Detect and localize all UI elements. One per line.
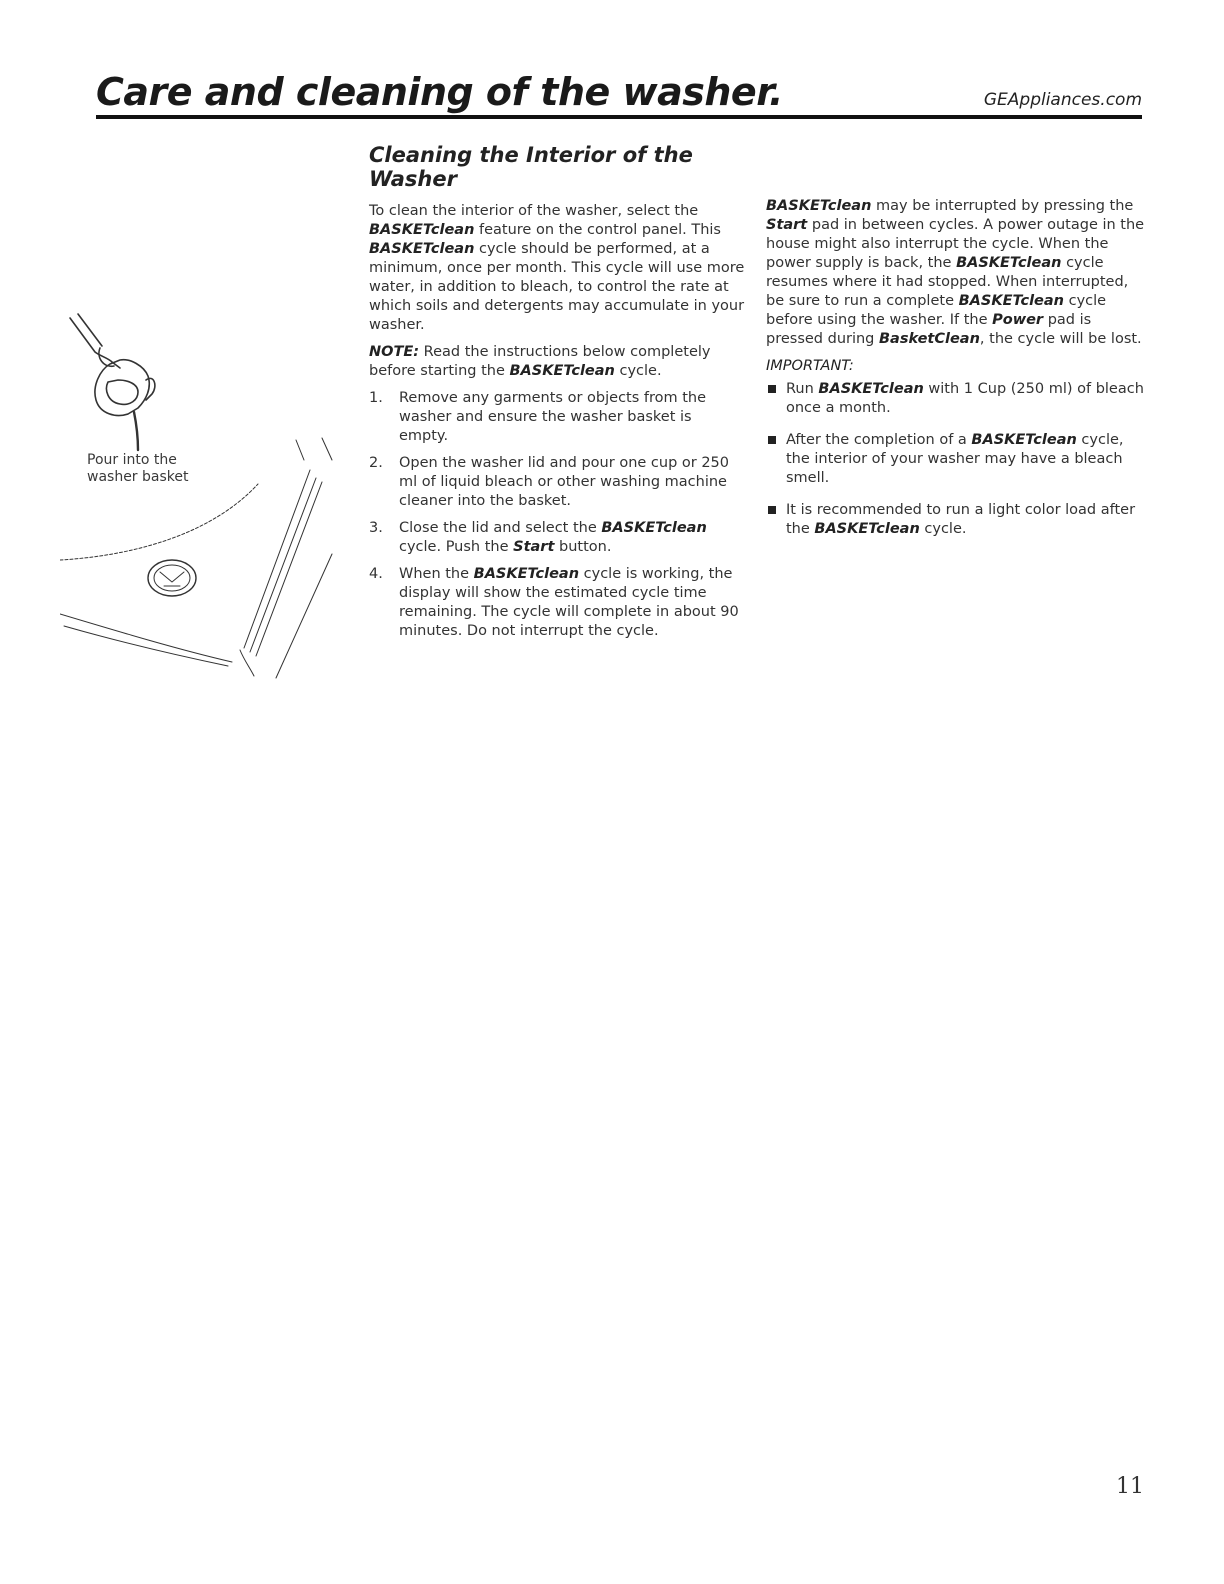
steps-list: [369, 389, 745, 641]
bullet-square-icon: [768, 436, 776, 444]
bullet-item: [766, 431, 1146, 488]
step-number: 1.: [369, 390, 383, 406]
note-paragraph: NOTE: Read the instructions below completely before starting the BASKETclean cycle.: [369, 344, 711, 379]
step-text: Close the lid and select the BASKETclean cycle. Push the Start button.: [399, 520, 707, 555]
bullet-text: Run BASKETclean with 1 Cup (250 ml) of bleach once a month.: [786, 381, 1144, 416]
step-item: [369, 454, 745, 511]
keyword-text: BASKETclean: [814, 521, 920, 537]
step-number: 3.: [369, 520, 383, 536]
step-number: 4.: [369, 566, 383, 582]
step-item: [369, 565, 745, 641]
keyword-text: BASKETclean: [509, 363, 615, 379]
section-title: Cleaning the Interior of the Washer: [369, 143, 693, 191]
pour-bleach-illustration: [60, 310, 360, 680]
keyword-text: BASKETclean: [956, 255, 1062, 271]
step-item: [369, 519, 745, 557]
keyword-text: BASKETclean: [971, 432, 1077, 448]
bullet-item: [766, 380, 1146, 418]
bullet-square-icon: [768, 506, 776, 514]
website-url: GEAppliances.com: [983, 90, 1142, 110]
interrupt-paragraph: BASKETclean may be interrupted by pressing the Start pad in between cycles. A power outage in the house might also interrupt the cycle. When the power supply is back, the BASKETclean cycle resumes where it had stopped. When interrupted, be sure to run a complete BASKETclean cycle before using the washer. If the Power pad is pressed during BasketClean, the cycle will be lost.: [766, 198, 1145, 347]
tub-rim-line: [60, 484, 258, 560]
keyword-text: Start: [513, 539, 555, 555]
step-text: When the BASKETclean cycle is working, the display will show the estimated cycle time remaining. The cycle will complete in about 90 minutes. Do not interrupt the cycle.: [399, 566, 739, 639]
bullet-text: After the completion of a BASKETclean cycle, the interior of your washer may have a bleach smell.: [786, 432, 1124, 486]
illustration-caption: Pour into the washer basket: [87, 452, 189, 485]
keyword-text: Power: [992, 312, 1044, 328]
keyword-text: BASKETclean: [958, 293, 1064, 309]
agitator-cap-icon: [148, 560, 196, 596]
pitcher-icon: [95, 360, 149, 416]
left-text-column: [369, 202, 745, 649]
bullet-text: It is recommended to run a light color load after the BASKETclean cycle.: [786, 502, 1136, 537]
keyword-text: BASKETclean: [601, 520, 707, 536]
step-number: 2.: [369, 455, 383, 471]
bullet-item: [766, 501, 1146, 539]
keyword-text: BASKETclean: [473, 566, 580, 582]
important-list: [766, 380, 1146, 539]
pour-stream-icon: [134, 412, 138, 450]
step-text: Open the washer lid and pour one cup or 250 ml of liquid bleach or other washing machine cleaner into the basket.: [399, 455, 730, 509]
keyword-text: Start: [766, 217, 808, 233]
keyword-text: BASKETclean: [369, 241, 475, 257]
keyword-text: BasketClean: [879, 331, 980, 347]
right-text-column: [766, 197, 1146, 552]
header-divider: [96, 115, 1142, 119]
keyword-text: BASKETclean: [369, 222, 475, 238]
page-title: Care and cleaning of the washer.: [96, 70, 783, 114]
intro-paragraph: To clean the interior of the washer, select the BASKETclean feature on the control panel. This BASKETclean cycle should be performed, at a minimum, once per month. This cycle will use more water, in addition to bleach, to control the rate at which soils and detergents may accumulate in your washer.: [369, 203, 745, 333]
important-label: IMPORTANT:: [766, 358, 854, 374]
hand-shape: [70, 318, 120, 368]
keyword-text: NOTE:: [369, 344, 420, 360]
bullet-square-icon: [768, 385, 776, 393]
page-number: 11: [1116, 1474, 1144, 1499]
step-item: [369, 389, 745, 446]
step-text: Remove any garments or objects from the washer and ensure the washer basket is empty.: [399, 390, 707, 444]
keyword-text: BASKETclean: [766, 198, 872, 214]
keyword-text: BASKETclean: [818, 381, 924, 397]
